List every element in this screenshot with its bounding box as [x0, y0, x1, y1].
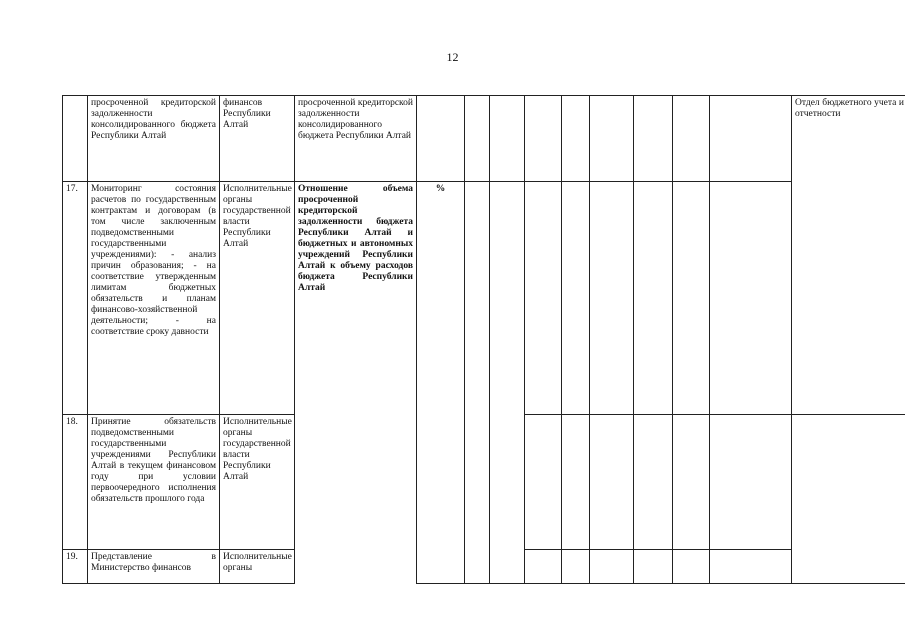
- cell-num: 18.: [63, 415, 88, 550]
- cell-executor: Исполнительные органы государственной власти Республики Алтай: [220, 415, 295, 550]
- cell-indicator: просроченной кредиторской задолженности консолидированного бюджета Республики Алтай: [295, 96, 417, 182]
- cell-executor: Исполнительные органы: [220, 550, 295, 584]
- cell-value: [525, 182, 562, 415]
- cell-measure: Принятие обязательств подведомственными государственными учреждениями Республики Алтай в текущем финансовом году при условии первоочередного исполнения обязательств прошлого года: [88, 415, 220, 550]
- cell-value: [634, 415, 673, 550]
- cell-value: [490, 182, 525, 584]
- cell-value: [634, 96, 673, 182]
- cell-value: [562, 182, 590, 415]
- cell-executor: Исполнительные органы государственной власти Республики Алтай: [220, 182, 295, 415]
- cell-responsible: Отдел бюджетного учета и отчетности: [792, 96, 905, 415]
- cell-num: [63, 96, 88, 182]
- cell-unit: %: [417, 182, 465, 584]
- cell-measure: Мониторинг состояния расчетов по государственным контрактам и договорам (в том числе заключенным подведомственными государственными учреждениями): - анализ причин образования; - на соответствие утвержденным лимитам бюджетных обязательств и планам финансово-хозяйственной деятельности; - на соответствие сроку давности: [88, 182, 220, 415]
- cell-num: 19.: [63, 550, 88, 584]
- cell-unit: [417, 96, 465, 182]
- cell-value: [673, 182, 710, 415]
- cell-value: [490, 96, 525, 182]
- cell-value: [710, 182, 792, 415]
- cell-value: [590, 182, 634, 415]
- table-row-continuation: [63, 96, 905, 182]
- cell-value: [673, 550, 710, 584]
- cell-value: [634, 182, 673, 415]
- cell-responsible: [792, 415, 905, 584]
- cell-measure: Представление в Министерство финансов: [88, 550, 220, 584]
- cell-value: [562, 550, 590, 584]
- cell-value: [710, 550, 792, 584]
- cell-executor: финансов Республики Алтай: [220, 96, 295, 182]
- cell-value: [634, 550, 673, 584]
- page-number: 12: [446, 50, 459, 64]
- cell-value: [525, 550, 562, 584]
- cell-value: [590, 415, 634, 550]
- cell-value: [590, 96, 634, 182]
- cell-value: [562, 96, 590, 182]
- cell-value: [710, 96, 792, 182]
- cell-value: [710, 415, 792, 550]
- cell-num: 17.: [63, 182, 88, 415]
- cell-value: [562, 415, 590, 550]
- cell-value: [525, 96, 562, 182]
- cell-value: [673, 415, 710, 550]
- cell-measure: просроченной кредиторской задолженности консолидированного бюджета Республики Алтай: [88, 96, 220, 182]
- table-row-17: [63, 182, 905, 415]
- cell-value: [673, 96, 710, 182]
- cell-value: [590, 550, 634, 584]
- measures-table: [62, 95, 905, 584]
- cell-value: [465, 182, 490, 584]
- cell-value: [525, 415, 562, 550]
- cell-indicator: Отношение объема просроченной кредиторской задолженности бюджета Республики Алтай и бюджетных и автономных учреждений Республики Алтай к объему расходов бюджета Республики Алтай: [295, 182, 417, 584]
- cell-value: [465, 96, 490, 182]
